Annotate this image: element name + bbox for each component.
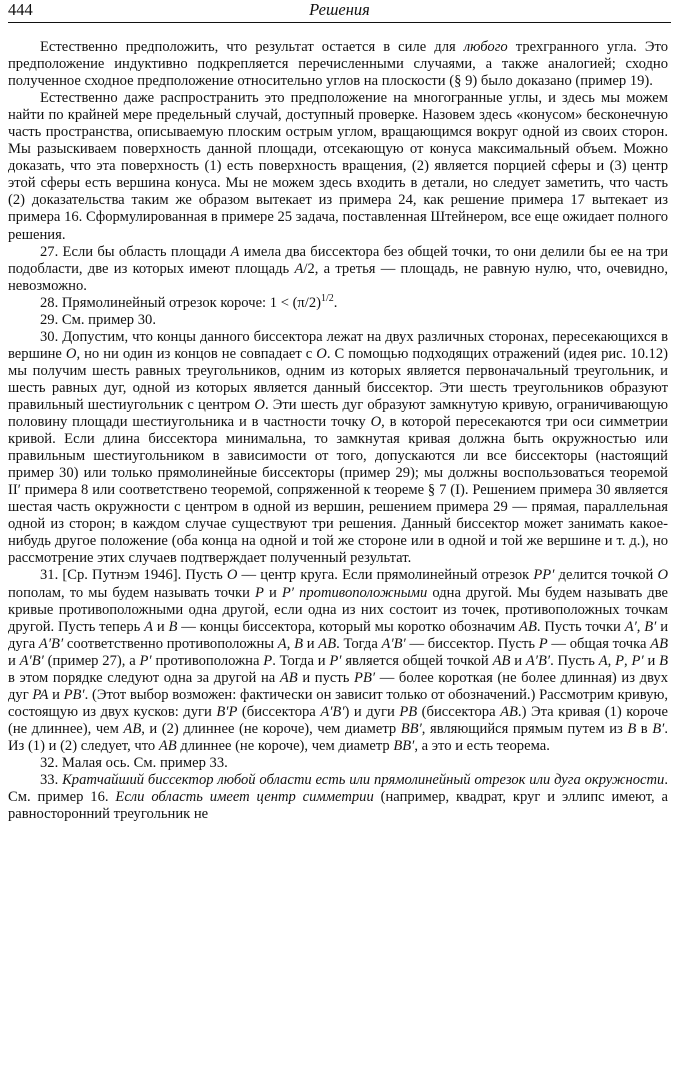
paragraph-text: 30. Допустим, что концы данного биссектора лежат на двух различных сторонах, пересекающихся в вершине [8,328,668,362]
paragraph-text: и [8,652,20,669]
italic-text: P′ [281,584,294,601]
italic-text: A [598,652,608,669]
paragraph-text: длиннее (не короче), чем диаметр [176,737,394,754]
paragraph-text: трехгранного угла. Это предположение индуктивно подкрепляется перечисленными случаями, а также аналогией; сходно полученное сходное предположение относительно углов на плоскости (§ 9) было доказано (пример 19). [8,39,669,90]
italic-text: O [370,414,382,431]
italic-text: PB [399,703,418,720]
paragraph [8,329,668,568]
paragraph-text: и [643,652,660,669]
paragraph-text: , [607,652,616,669]
paragraph-text: Естественно даже распространить это предположение на многогранные углы, и здесь мы можем найти по крайней мере предельный случай, доступный проверке. Назовем здесь «конусом» бесконечную часть пространства, описываемую плоским острым углом, вращающимся вокруг одной из своих сторон. Мы разыскиваем поверхность данной площади, отсекающую от конуса максимальный объем. Можно доказать, что эта поверхность (1) есть поверхность вращения, (2) является порцией сферы и (3) центр этой сферы есть вершина конуса. Мы не можем здесь входить в детали, но следует заметить, что часть (2) доказательства таким же образом вытекает из примера 24, как решение примера 17 вытекает из примера 16. Сформулированная в примере 25 задача, поставленная Штейнером, все еще ожидает полного решения. [8,90,668,243]
italic-text: AB [519,618,537,635]
italic-text: A [144,618,154,635]
paragraph-text: 27. Если бы область площади [40,243,231,260]
italic-text: любого [463,39,508,55]
paragraph-text: . Из (1) и (2) следует, что [8,720,668,754]
italic-text: BB′ [393,737,415,754]
italic-text: P′ [329,652,342,669]
italic-text: A′B′ [19,652,44,669]
italic-text: P′ [631,652,644,669]
paragraph-text: . Пусть [550,652,599,669]
paragraph-text: 29. См. пример 30. [40,311,156,328]
paragraph-text: .) Эта кривая (1) короче (не длиннее), чем [8,703,668,737]
italic-text: P [255,584,264,601]
italic-text: P′ [139,652,152,669]
italic-text: A′B′ [320,703,345,720]
paragraph-text: в этом порядке следуют одна за другой на [8,669,280,686]
italic-text: A [277,635,287,652]
italic-text: B′P [216,703,238,720]
paragraph-text: (биссектора [417,703,501,720]
italic-text: A′B′ [38,635,64,652]
paragraph-text: и дуга [8,618,668,652]
italic-text: AB [158,737,177,754]
paragraph-text: (например, квадрат, круг и эллипс имеют, а равносторонний треугольник не [8,789,668,823]
paragraph-text: и [48,686,64,703]
paragraph-text: соответственно противоположны [63,635,278,652]
paragraph [8,244,668,295]
italic-text: AB [318,635,337,652]
italic-text: A′ [624,618,637,635]
paragraph-text: , являющийся прямым путем из [421,720,628,737]
paragraph-text: пополам, то мы будем называть точки [8,584,256,601]
paragraph-text: . Тогда и [272,652,330,669]
italic-text: B [294,635,304,652]
paragraph-text: 28. Прямолинейный отрезок короче: 1 < (π/2) [40,294,322,311]
italic-text: O [316,345,327,362]
paragraph-text: одна другой. Мы будем называть две кривые противоположными одна другой, если одна из них состоит из точек, противоположных точкам другой. Пусть теперь [8,584,669,635]
italic-text: PB′ [354,669,376,686]
paragraph-text: . (Этот выбор возможен: фактически он зависит только от обозначений.) Рассмотрим кривую, состоящую из двух кусков: дуги [8,686,669,720]
italic-text: B′ [652,720,665,737]
paragraph-text: . См. пример 16. [8,772,668,806]
paragraph-text: . С помощью подходящих отражений (идея рис. 10.12) мы получим шесть равных треугольников, одним из которых является первоначальный треугольник, и шесть равных дуг, одной из которых является данный биссектор. Эти шесть треугольников образуют правильный шестиугольник с центром [8,345,668,413]
paragraph [8,755,668,772]
italic-text: P [263,652,273,669]
italic-text: A [294,260,304,277]
paragraph-text: , в которой пересекаются три оси симметрии кривой. Если длина биссектора минимальна, то замкнутая кривая должна быть окружностью или правильным шестиугольником в зависимости от того, допускаются ли все биссекторы (настоящий пример 30) или только прямолинейные биссекторы (пример 29); мы должны воспользоваться теоремой II′ примера 8 или соответствено теоремой, сопряженной к теореме § 7 (I). Решением примера 30 является шестая часть окружности с центром в одной из вершин, решением примера 29 — прямая, параллельная одной из сторон; в каждом случае существуют три решения. Данный биссектор может занимать какое-нибудь другое положение (оба конца на одной и той же стороне или в одной и той же вершине и т. д.), но рассмотрение этих случаев подтверждает полученный результат. [8,414,668,567]
paragraph-text: 31. [Ср. Путнэм 1946]. Пусть [40,567,227,584]
italic-text: Если область имеет центр симметрии [115,789,374,806]
paragraph-text: 33. [40,772,63,789]
italic-text: AB [279,669,298,686]
paragraph-text: , а это и есть теорема. [414,737,550,754]
paragraph-text: Естественно предположить, что результат остается в силе для [40,39,464,55]
italic-text: BB′ [400,720,422,737]
italic-text: PP′ [533,567,555,584]
italic-text: B [627,720,637,737]
paragraph-text: — концы биссектора, который мы коротко обозначим [177,618,520,635]
paragraph-text: 32. Малая ось. См. пример 33. [40,754,228,771]
italic-text: противоположными [299,584,428,601]
paragraph-text: в [636,720,653,737]
paragraph [8,292,668,312]
italic-text: O [657,567,668,584]
italic-text: P [615,652,625,669]
paragraph-text: ) и дуги [344,703,400,720]
italic-text: AB [650,635,668,652]
paragraph-text: /2, а третья — площадь, не равную нулю, что, очевидно, невозможно. [8,260,668,294]
italic-text: B′ [644,618,657,635]
paragraph-text: (пример 27), а [43,652,140,669]
italic-text: PB′ [63,686,85,703]
paragraph [8,312,668,329]
paragraph-text: делится точкой [554,567,658,584]
italic-text: O [226,567,238,584]
italic-text: P [538,635,548,652]
paragraph-text: и [510,652,526,669]
paragraph [8,567,668,755]
paragraph-text: , но ни один из концов не совпадает с [76,345,317,362]
paragraph-text: , [286,635,295,652]
italic-text: PA [32,686,49,703]
italic-text: O [65,345,77,362]
paragraph-text: — биссектор. Пусть [405,635,539,652]
italic-text: Кратчайший биссектор любой области есть или прямолинейный отрезок или дуга окружности [62,772,665,789]
paragraph-text: является общей точкой [341,652,493,669]
italic-text: AB [500,703,518,720]
paragraph-text: , [636,618,645,635]
paragraph-text: . [333,294,338,311]
paragraph-text: , [624,652,632,669]
italic-text: O [254,396,265,413]
paragraph [8,39,668,90]
page-body [8,39,668,823]
paragraph-text: . Пусть точки [536,618,625,635]
paragraph-text: — более короткая (не более длинная) из двух дуг [8,669,668,703]
italic-text: B [168,618,178,635]
paragraph-text: и [303,635,319,652]
page-header [8,0,671,23]
italic-text: B [659,652,669,669]
running-title: Решения [309,0,370,19]
paragraph-text: — общая точка [547,635,651,652]
paragraph-text: и [153,618,169,635]
page-number: 444 [8,0,33,19]
italic-text: A′B′ [381,635,406,652]
paragraph-text: . Тогда [336,635,382,652]
italic-text: AB [492,652,511,669]
paragraph [8,772,668,823]
italic-text: AB [123,720,142,737]
paragraph-text: , и (2) длиннее (не короче), чем диаметр [141,720,401,737]
paragraph-text: и [263,584,282,601]
italic-text: A′B′ [525,652,551,669]
paragraph-text: 1/2 [321,292,334,304]
italic-text: A [230,243,240,260]
paragraph [8,90,668,243]
paragraph-text: . Эти шесть дуг образуют замкнутую кривую, ограничивающую половину площади шестиугольника и в частности точку [8,396,668,431]
paragraph-text: имела два биссектора без общей точки, то они делили бы ее на три подобласти, две из которых имеют площадь [8,243,669,277]
paragraph-text: противоположна [151,652,264,669]
paragraph-text: и пусть [297,669,355,686]
paragraph-text: — центр круга. Если прямолинейный отрезок [237,567,534,584]
paragraph-text: (биссектора [237,703,321,720]
